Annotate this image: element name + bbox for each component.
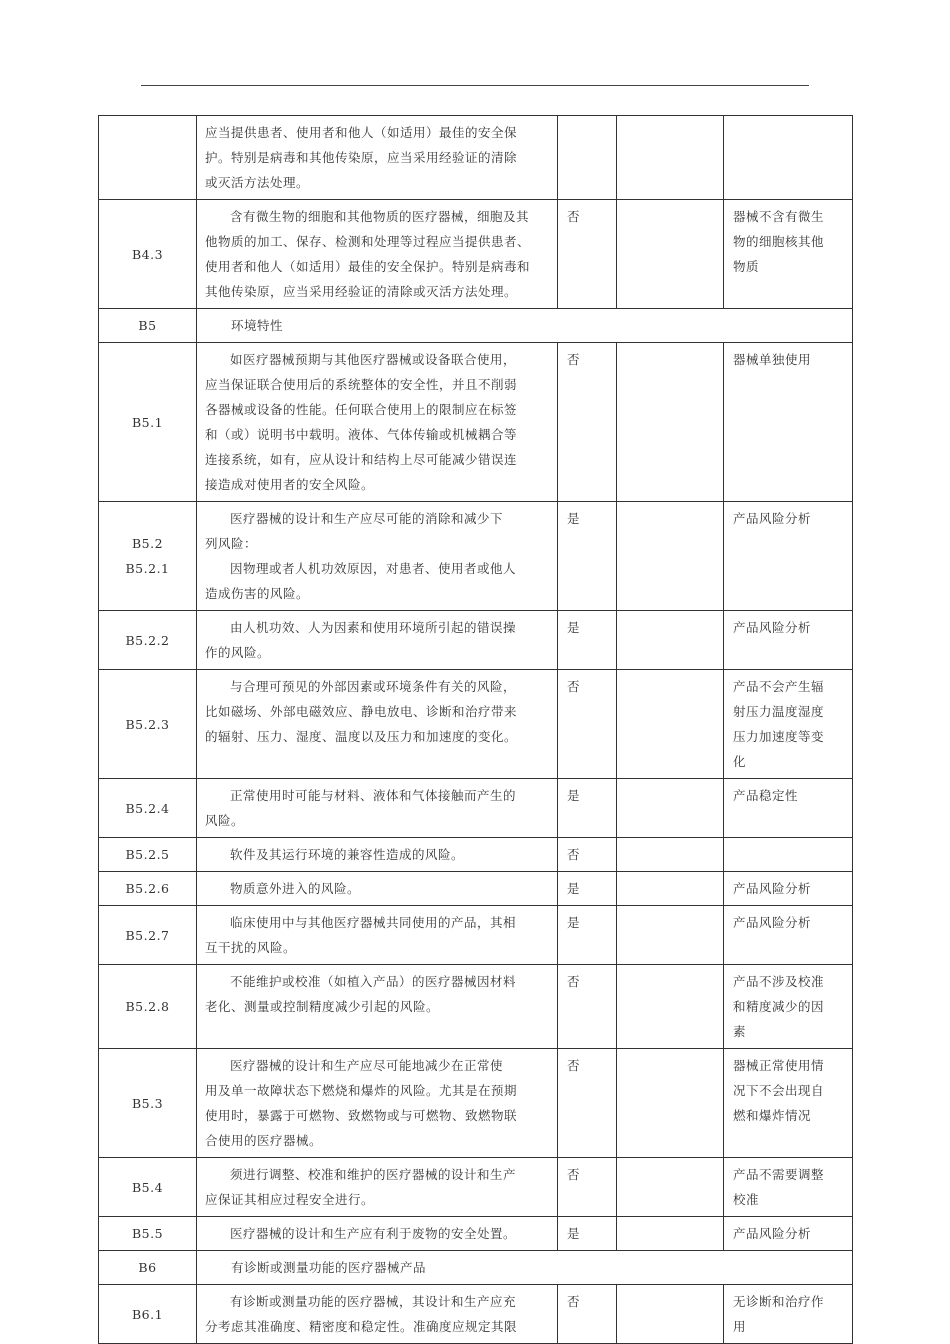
clause-id-text: B5.2.3 — [125, 716, 170, 732]
clause-id-text: B6 — [138, 1260, 157, 1275]
evidence-note-line: 物的细胞核其他 — [733, 234, 825, 249]
requirement-text — [197, 502, 558, 611]
clause-id-text: B5.2.8 — [125, 999, 170, 1014]
table-row — [99, 1217, 853, 1251]
clause-id-text: B5.5 — [131, 1226, 164, 1241]
requirement-line: 应当保证联合使用后的系统整体的安全性，并且不削弱 — [205, 377, 518, 392]
evidence-note — [724, 502, 853, 611]
clause-id — [99, 779, 197, 838]
evidence-note-line: 器械正常使用情 — [733, 1058, 825, 1073]
clause-id — [99, 872, 197, 906]
requirement-line: 风险。 — [205, 813, 245, 828]
evidence-note-line: 射压力温度湿度 — [733, 704, 825, 719]
evidence-note-line: 用 — [733, 1319, 747, 1334]
applicable-value: 否 — [558, 200, 617, 309]
requirement-line: 有诊断或测量功能的医疗器械，其设计和生产应充 — [230, 1294, 517, 1309]
requirement-line: 其他传染原，应当采用经验证的清除或灭活方法处理。 — [205, 284, 518, 299]
method-value — [617, 1217, 724, 1251]
method-value — [617, 502, 724, 611]
requirement-line: 连接系统，如有，应从设计和结构上尽可能减少错误连 — [205, 452, 518, 467]
requirement-text — [197, 906, 558, 965]
evidence-note-line: 产品不会产生辐 — [733, 679, 825, 694]
evidence-note — [724, 779, 853, 838]
requirement-text — [197, 872, 558, 906]
applicable-value: 否 — [558, 1049, 617, 1158]
clause-id — [99, 1251, 197, 1285]
clause-id — [99, 502, 197, 611]
requirement-text — [197, 965, 558, 1049]
requirement-text — [197, 116, 558, 200]
evidence-note — [724, 1285, 853, 1344]
evidence-note — [724, 965, 853, 1049]
requirement-line: 他物质的加工、保存、检测和处理等过程应当提供患者、 — [205, 234, 531, 249]
method-value — [617, 779, 724, 838]
method-value — [617, 611, 724, 670]
evidence-note-line: 器械单独使用 — [733, 352, 812, 367]
clause-id — [99, 343, 197, 502]
method-value — [617, 838, 724, 872]
clause-id — [99, 116, 197, 200]
requirement-line: 用及单一故障状态下燃烧和爆炸的风险。尤其是在预期 — [205, 1083, 518, 1098]
requirement-line: 因物理或者人机功效原因，对患者、使用者或他人 — [230, 561, 517, 576]
table-row — [99, 1285, 853, 1344]
clause-id — [99, 1217, 197, 1251]
applicable-value: 否 — [558, 838, 617, 872]
evidence-note — [724, 1158, 853, 1217]
clause-id-text: B6.1 — [131, 1306, 164, 1322]
evidence-note — [724, 670, 853, 779]
method-value — [617, 906, 724, 965]
evidence-note-line: 化 — [733, 754, 747, 769]
applicable-value: 是 — [558, 779, 617, 838]
requirement-line: 含有微生物的细胞和其他物质的医疗器械，细胞及其 — [230, 209, 530, 224]
requirement-text — [197, 779, 558, 838]
requirement-line: 使用时，暴露于可燃物、致燃物或与可燃物、致燃物联 — [205, 1108, 518, 1123]
requirement-line: 由人机功效、人为因素和使用环境所引起的错误操 — [230, 620, 517, 635]
requirement-line: 与合理可预见的外部因素或环境条件有关的风险， — [230, 679, 517, 694]
requirement-line: 造成伤害的风险。 — [205, 586, 310, 601]
clause-id — [99, 1285, 197, 1344]
evidence-note-line: 器械不含有微生 — [733, 209, 825, 224]
requirement-text — [197, 670, 558, 779]
evidence-note — [724, 116, 853, 200]
table-row — [99, 1049, 853, 1158]
evidence-note-line: 产品稳定性 — [733, 788, 799, 803]
evidence-note-line: 压力加速度等变 — [733, 729, 825, 744]
evidence-note-line: 产品风险分析 — [733, 1226, 812, 1241]
applicable-value: 否 — [558, 670, 617, 779]
section-row — [99, 1251, 853, 1285]
clause-id-text: B5.2.7 — [125, 927, 170, 943]
requirement-line: 的辐射、压力、湿度、温度以及压力和加速度的变化。 — [205, 729, 518, 744]
requirement-text — [197, 838, 558, 872]
clause-id — [99, 670, 197, 779]
clause-id — [99, 1158, 197, 1217]
applicable-value: 是 — [558, 1217, 617, 1251]
requirement-text — [197, 611, 558, 670]
clause-id-text: B5.2.5 — [125, 847, 170, 862]
table-row — [99, 670, 853, 779]
method-value — [617, 200, 724, 309]
applicable-value: 否 — [558, 1285, 617, 1344]
clause-id-text: B5.4 — [131, 1179, 164, 1195]
requirement-line: 比如磁场、外部电磁效应、静电放电、诊断和治疗带来 — [205, 704, 518, 719]
evidence-note — [724, 611, 853, 670]
method-value — [617, 1285, 724, 1344]
evidence-note-line: 和精度减少的因 — [733, 999, 825, 1014]
clause-id-text: B5.2.2 — [125, 632, 170, 648]
requirement-line: 使用者和他人（如适用）最佳的安全保护。特别是病毒和 — [205, 259, 531, 274]
requirement-line: 列风险： — [205, 536, 258, 551]
applicable-value: 否 — [558, 343, 617, 502]
evidence-note-line: 况下不会出现自 — [733, 1083, 825, 1098]
table-row — [99, 502, 853, 611]
requirement-text — [197, 1285, 558, 1344]
evidence-note-line: 无诊断和治疗作 — [733, 1294, 825, 1309]
evidence-note-line: 素 — [733, 1024, 747, 1039]
requirement-line: 临床使用中与其他医疗器械共同使用的产品，其相 — [230, 915, 517, 930]
applicable-value: 是 — [558, 611, 617, 670]
table-row — [99, 611, 853, 670]
requirement-line: 和（或）说明书中载明。液体、气体传输或机械耦合等 — [205, 427, 518, 442]
evidence-note — [724, 200, 853, 309]
table-row — [99, 872, 853, 906]
table-row — [99, 343, 853, 502]
requirement-line: 医疗器械的设计和生产应有利于废物的安全处置。 — [230, 1226, 517, 1241]
requirement-line: 各器械或设备的性能。任何联合使用上的限制应在标签 — [205, 402, 518, 417]
clause-id-text: B5.3 — [131, 1095, 164, 1111]
requirement-line: 软件及其运行环境的兼容性造成的风险。 — [230, 847, 465, 862]
clause-id — [99, 965, 197, 1049]
applicable-value: 是 — [558, 872, 617, 906]
evidence-note-line: 校准 — [733, 1192, 760, 1207]
requirement-text — [197, 343, 558, 502]
clause-id — [99, 611, 197, 670]
applicable-value — [558, 116, 617, 200]
requirement-line: 应保证其相应过程安全进行。 — [205, 1192, 375, 1207]
section-title: 环境特性 — [197, 309, 853, 343]
requirement-line: 互干扰的风险。 — [205, 940, 297, 955]
requirement-line: 物质意外进入的风险。 — [230, 881, 361, 896]
requirement-line: 分考虑其准确度、精密度和稳定性。准确度应规定其限 — [205, 1319, 518, 1334]
method-value — [617, 1158, 724, 1217]
requirement-line: 须进行调整、校准和维护的医疗器械的设计和生产 — [230, 1167, 517, 1182]
method-value — [617, 343, 724, 502]
clause-id-text: B5 — [138, 318, 157, 333]
method-value — [617, 1049, 724, 1158]
table-row — [99, 838, 853, 872]
evidence-note-line: 产品风险分析 — [733, 620, 812, 635]
requirements-table — [98, 115, 853, 1344]
requirement-line: 老化、测量或控制精度减少引起的风险。 — [205, 999, 440, 1014]
method-value — [617, 872, 724, 906]
applicable-value: 是 — [558, 502, 617, 611]
method-value — [617, 116, 724, 200]
requirement-text — [197, 200, 558, 309]
evidence-note — [724, 838, 853, 872]
method-value — [617, 965, 724, 1049]
clause-id-text: B5.1 — [131, 414, 164, 430]
evidence-note-line: 产品风险分析 — [733, 915, 812, 930]
table-row — [99, 200, 853, 309]
evidence-note-line: 物质 — [733, 259, 760, 274]
requirement-line: 护。特别是病毒和其他传染原，应当采用经验证的清除 — [205, 150, 518, 165]
requirement-line: 或灭活方法处理。 — [205, 175, 310, 190]
table-row — [99, 1158, 853, 1217]
applicable-value: 否 — [558, 965, 617, 1049]
header-rule — [141, 85, 809, 86]
requirement-line: 医疗器械的设计和生产应尽可能地减少在正常使 — [230, 1058, 504, 1073]
section-row — [99, 309, 853, 343]
evidence-note-line: 产品不需要调整 — [733, 1167, 825, 1182]
evidence-note — [724, 906, 853, 965]
requirements-table-body — [99, 116, 853, 1344]
method-value — [617, 670, 724, 779]
table-row — [99, 779, 853, 838]
applicable-value: 是 — [558, 906, 617, 965]
requirement-line: 正常使用时可能与材料、液体和气体接触而产生的 — [230, 788, 517, 803]
requirement-line: 合使用的医疗器械。 — [205, 1133, 323, 1148]
clause-id-text: B5.2.1 — [125, 561, 170, 576]
evidence-note-line: 产品风险分析 — [733, 881, 812, 896]
evidence-note — [724, 1217, 853, 1251]
clause-id — [99, 1049, 197, 1158]
clause-id-text: B5.2 — [131, 536, 164, 551]
requirement-text — [197, 1217, 558, 1251]
table-row — [99, 116, 853, 200]
applicable-value: 否 — [558, 1158, 617, 1217]
evidence-note — [724, 872, 853, 906]
evidence-note — [724, 1049, 853, 1158]
evidence-note-line: 燃和爆炸情况 — [733, 1108, 812, 1123]
requirement-text — [197, 1158, 558, 1217]
table-row — [99, 906, 853, 965]
requirement-line: 如医疗器械预期与其他医疗器械或设备联合使用， — [230, 352, 517, 367]
clause-id-text: B4.3 — [131, 246, 164, 262]
requirement-line: 不能维护或校准（如植入产品）的医疗器械因材料 — [230, 974, 517, 989]
section-title: 有诊断或测量功能的医疗器械产品 — [197, 1251, 853, 1285]
clause-id — [99, 309, 197, 343]
clause-id — [99, 906, 197, 965]
table-row — [99, 965, 853, 1049]
evidence-note — [724, 343, 853, 502]
evidence-note-line: 产品不涉及校准 — [733, 974, 825, 989]
clause-id — [99, 838, 197, 872]
requirement-line: 应当提供患者、使用者和他人（如适用）最佳的安全保 — [205, 125, 518, 140]
requirement-text — [197, 1049, 558, 1158]
requirement-line: 医疗器械的设计和生产应尽可能的消除和减少下 — [230, 511, 504, 526]
requirement-line: 作的风险。 — [205, 645, 271, 660]
clause-id-text: B5.2.6 — [125, 881, 170, 896]
evidence-note-line: 产品风险分析 — [733, 511, 812, 526]
clause-id-text: B5.2.4 — [125, 800, 170, 816]
clause-id — [99, 200, 197, 309]
requirement-line: 接造成对使用者的安全风险。 — [205, 477, 375, 492]
